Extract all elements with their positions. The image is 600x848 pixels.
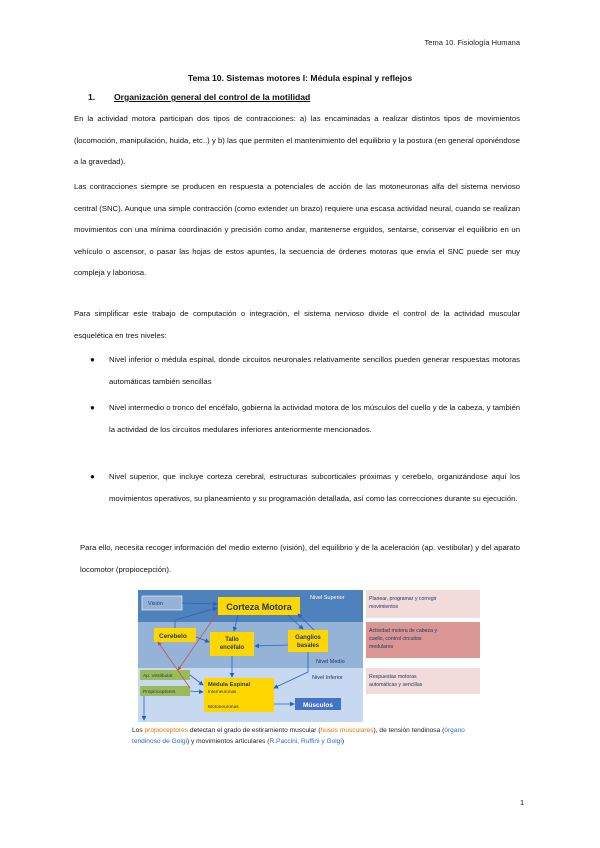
side-text-2b: cuello, control circuitos — [369, 636, 422, 642]
paragraph-3: Para simplificar este trabajo de computación o integración, el sistema nervioso divide el control de la actividad muscular esquelética en tres niveles: — [74, 309, 520, 340]
side-text-3b: automáticas y sencillas — [369, 682, 423, 688]
tallo-label-1: Tallo — [225, 637, 239, 643]
caption-golgi: órgano tendinoso de Golgi — [132, 727, 465, 745]
bullet-icon: ● — [90, 355, 95, 364]
tallo-label-2: encéfalo — [219, 645, 245, 651]
nivel-inferior-label: Nivel Inferior — [312, 675, 343, 681]
bullet-item-1 — [90, 349, 520, 392]
musculos-label: Músculos — [303, 702, 333, 709]
side-text-1a: Planear, programar y corregir — [369, 596, 437, 602]
page-number: 1 — [520, 798, 525, 807]
nivel-superior-label: Nivel Superior — [310, 595, 345, 601]
ganglios-label-1: Ganglios — [295, 635, 321, 641]
bullet-item-2 — [90, 397, 520, 440]
vestibular-label: Ap. Vestibular — [143, 674, 173, 679]
medula-label-1: Médula Espinal — [208, 682, 251, 688]
caption-text: detectan el grado de estiramiento muscular ( — [188, 727, 321, 734]
section-number: 1. — [88, 92, 96, 102]
nivel-medio-label: Nivel Medio — [316, 659, 345, 665]
cerebelo-label: Cerebelo — [159, 633, 187, 640]
caption-text: Los — [132, 727, 145, 734]
medula-label-2: Interneuronas — [208, 689, 237, 694]
side-text-2a: Actividad motora de cabeza y — [369, 628, 438, 634]
motoneuronas-label: Motoneuronas — [208, 705, 239, 710]
bullet-text: Nivel superior, que incluye corteza cerebral, estructuras subcorticales próximas y cerebelo, organizándose aquí los movimientos operativos, su planeamiento y su programación detallada, así como las correcciones durante su ejecución. — [109, 472, 520, 503]
side-text-1b: movimientos — [369, 604, 399, 610]
paragraph-2: Las contracciones siempre se producen en respuesta a potenciales de acción de las motoneuronas alfa del sistema nervioso central (SNC). Aunque una simple contracción (como extender un brazo) requiere una escasa actividad neural, cuando se realizan movimientos con una mínima coordinación y precisión como andar, mantenerse erguidos, sentarse, conservar el equilibrio en un vehículo o ascensor, o pasar las hojas de estos apuntes, la secuencia de órdenes motoras que envía el SNC puede ser muy compleja y laboriosa. — [74, 182, 520, 277]
side-text-2c: medulares — [369, 644, 394, 650]
caption-propioceptores: propioceptores — [144, 727, 189, 734]
side-box-inferior — [366, 668, 480, 694]
bullet-item-3 — [90, 466, 520, 509]
propioceptores-label: Propioceptores — [143, 690, 176, 695]
closing-paragraph: Para ello, necesita recoger información del medio externo (visión), del equilibrio y de la aceleración (ap. vestibular) y del aparato locomotor (propiocepción). — [80, 543, 520, 574]
motor-control-diagram — [138, 590, 481, 722]
section-title: Organización general del control de la motilidad — [114, 92, 311, 102]
document-title: Tema 10. Sistemas motores I: Médula espinal y reflejos — [187, 73, 413, 83]
section-heading — [88, 92, 310, 102]
vision-label: Visión — [148, 601, 163, 607]
bullet-icon: ● — [90, 472, 95, 481]
bullet-icon: ● — [90, 403, 95, 412]
page-header: Tema 10. Fisiología Humana — [424, 38, 520, 47]
paragraph-1: En la actividad motora participan dos tipos de contracciones: a) las encaminadas a realizar distintos tipos de movimientos (locomoción, manipulación, huida, etc..) y b) las que permiten el mantenimiento del equilibrio y la postura (en general oponiéndose a la gravedad). — [74, 114, 520, 166]
caption-text: ) y movimientos articulares ( — [187, 737, 270, 745]
caption-husos: husos musculares — [320, 727, 374, 734]
corteza-label: Corteza Motora — [226, 602, 292, 612]
ganglios-label-2: basales — [296, 643, 320, 649]
caption-text: ) — [341, 737, 345, 745]
caption-text: ), de tensión tendinosa ( — [373, 727, 445, 734]
bullet-text: Nivel inferior o médula espinal, donde circuitos neuronales relativamente sencillos pueden generar respuestas motoras automáticas también sencillas — [109, 355, 520, 386]
caption-pacini: R.Paccini, Ruffini y Golgi — [269, 737, 342, 745]
bullet-text: Nivel intermedio o tronco del encéfalo, gobierna la actividad motora de los músculos del cuello y de la cabeza, y también la actividad de los circuitos medulares inferiores anteriormente mencionados. — [109, 403, 520, 434]
side-text-3a: Respuestas motoras — [369, 674, 417, 680]
tallo-box — [210, 632, 254, 656]
diagram-caption — [132, 726, 487, 747]
